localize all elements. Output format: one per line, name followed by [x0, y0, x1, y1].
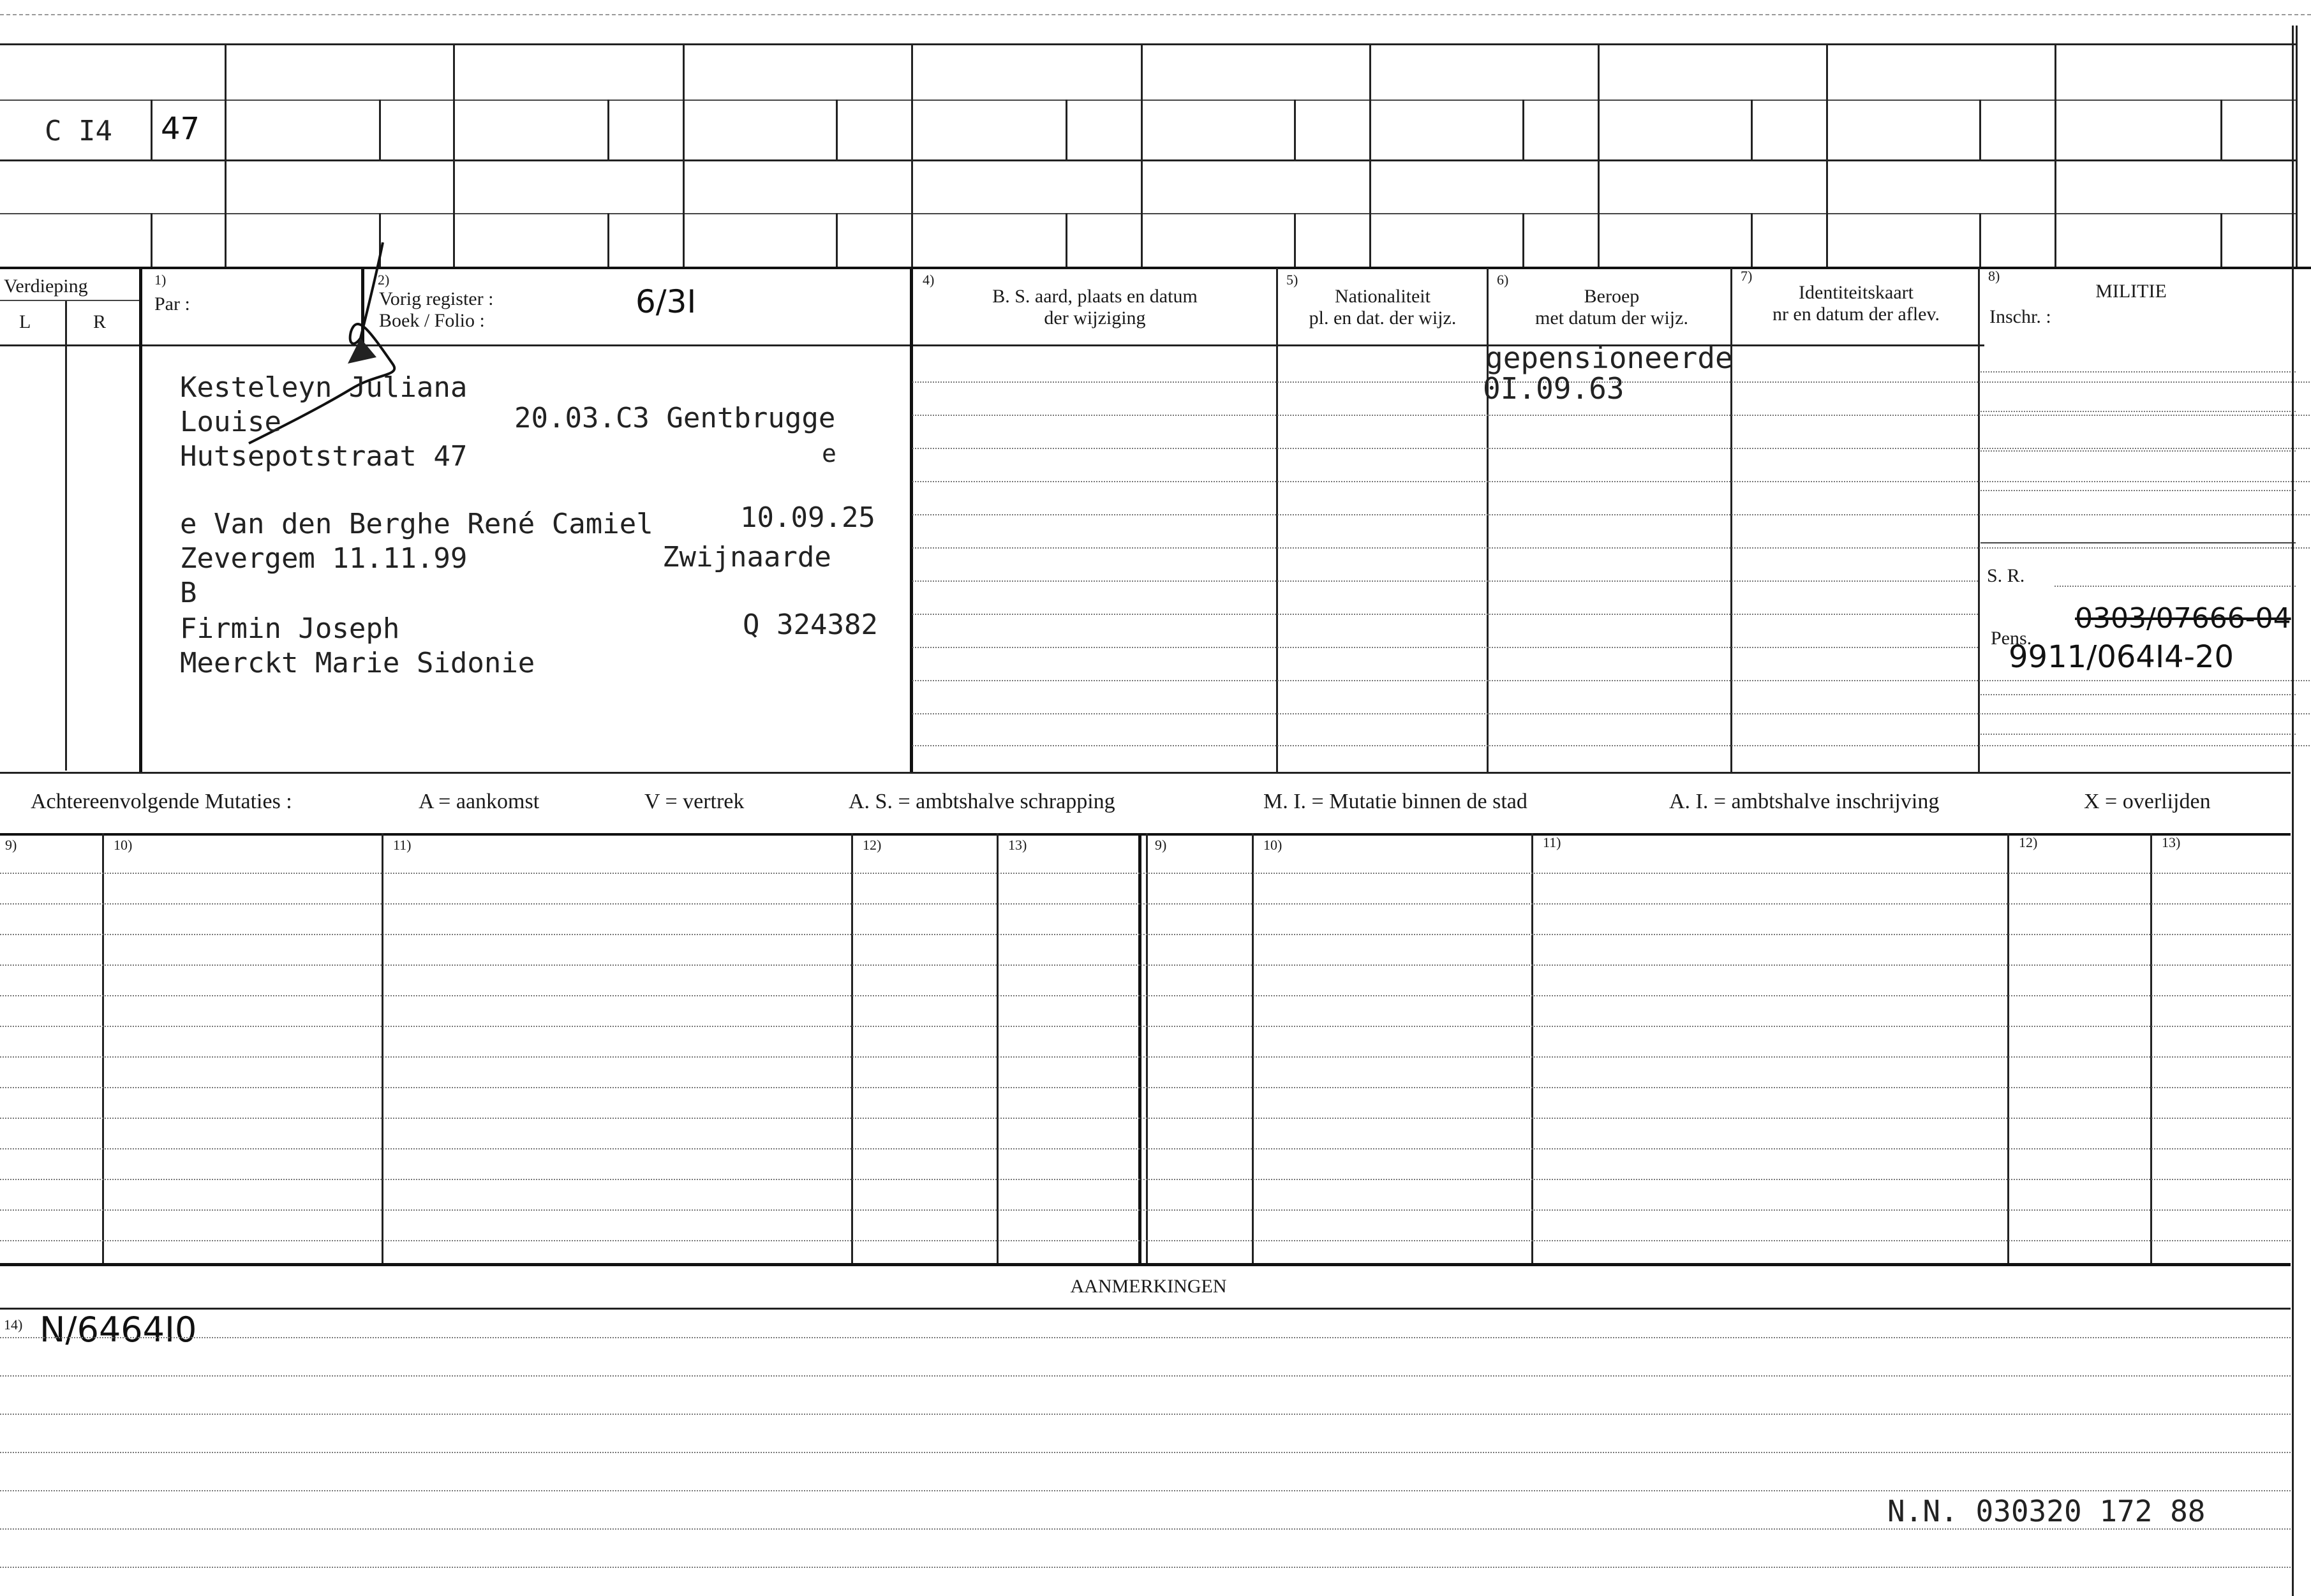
- mut-col-11-right: 11): [1543, 834, 1561, 850]
- field-number-5: 5): [1286, 272, 1298, 288]
- vorig-register-label: Vorig register :: [379, 288, 494, 309]
- person-second-name: Louise: [180, 406, 281, 438]
- legend-title: Achtereenvolgende Mutaties :: [31, 790, 292, 813]
- field-number-7: 7): [1741, 268, 1753, 284]
- remarks-title: AANMERKINGEN: [1070, 1276, 1227, 1297]
- spouse-name: e Van den Berghe René Camiel: [180, 508, 653, 540]
- grid-number: 47: [161, 111, 200, 147]
- inschr-label: Inschr. :: [1989, 306, 2051, 327]
- pens-label: Pens.: [1991, 628, 2032, 649]
- spouse-place: Zwijnaarde: [662, 541, 831, 573]
- person-birth: 20.03.C3 Gentbrugge: [514, 402, 836, 434]
- militie-label: MILITIE: [2095, 281, 2167, 302]
- spouse-birthplace: Zevergem 11.11.99: [180, 542, 468, 575]
- par-label: Par :: [154, 293, 190, 314]
- mut-col-10: 10): [114, 837, 133, 853]
- col-r-label: R: [93, 311, 107, 332]
- field-number-1: 1): [154, 272, 167, 288]
- field-number-6: 6): [1497, 272, 1509, 288]
- mut-col-11: 11): [393, 837, 412, 853]
- person-address-mark: e: [822, 440, 836, 468]
- nn-number: N.N. 030320 172 88: [1887, 1494, 2206, 1528]
- col-l-label: L: [19, 311, 31, 332]
- person-name: Kesteleyn Juliana: [180, 371, 468, 404]
- remarks-section: [0, 1266, 2311, 1596]
- person-block: [140, 344, 909, 772]
- beroep-date: 0I.09.63: [1483, 371, 1624, 406]
- boek-folio-label: Boek / Folio :: [379, 310, 485, 331]
- spouse-date: 10.09.25: [740, 501, 875, 534]
- mut-col-13-right: 13): [2162, 834, 2181, 850]
- person-code: Q 324382: [743, 609, 878, 641]
- legend-vertrek: V = vertrek: [644, 790, 745, 813]
- mut-col-9-right: 9): [1155, 837, 1167, 853]
- grid-code: C I4: [45, 115, 112, 147]
- person-address: Hutsepotstraat 47: [180, 440, 468, 473]
- sr-label: S. R.: [1987, 565, 2025, 586]
- mut-col-12-right: 12): [2019, 834, 2038, 850]
- beroep-value: gepensioneerde: [1485, 341, 1733, 375]
- legend-mutatie: M. I. = Mutatie binnen de stad: [1263, 790, 1527, 813]
- verdieping-label: Verdieping: [4, 276, 88, 297]
- mut-col-10-right: 10): [1263, 837, 1282, 853]
- pens-struck-value: 0303/07666-04: [2075, 605, 2291, 633]
- nationaliteit-label-2: pl. en dat. der wijz.: [1309, 307, 1457, 329]
- pens-value: 9911/064I4-20: [2009, 639, 2234, 675]
- identiteitskaart-label-2: nr en datum der aflev.: [1772, 304, 1940, 325]
- legend-overlijden: X = overlijden: [2084, 790, 2211, 813]
- legend-inschrijving: A. I. = ambtshalve inschrijving: [1669, 790, 1940, 813]
- bs-label-2: der wijziging: [1044, 307, 1146, 329]
- person-code-b: B: [180, 577, 197, 609]
- field-number-8: 8): [1988, 268, 2000, 284]
- boek-folio-value: 6/3I: [635, 283, 697, 320]
- militie-entry: [1980, 344, 2311, 772]
- remarks-value: N/6464I0: [40, 1310, 197, 1350]
- mutations-table: [0, 833, 2311, 1264]
- mother-name: Meerckt Marie Sidonie: [180, 647, 535, 679]
- nationaliteit-label-1: Nationaliteit: [1335, 286, 1430, 307]
- father-name: Firmin Joseph: [180, 612, 400, 645]
- field-number-14: 14): [4, 1317, 23, 1333]
- field-number-2: 2): [378, 272, 390, 288]
- legend-schrapping: A. S. = ambtshalve schrapping: [849, 790, 1115, 813]
- bs-label-1: B. S. aard, plaats en datum: [992, 286, 1198, 307]
- mutations-legend: [0, 772, 2311, 833]
- mut-col-12: 12): [863, 837, 882, 853]
- beroep-label-2: met datum der wijz.: [1535, 307, 1688, 329]
- legend-aankomst: A = aankomst: [419, 790, 540, 813]
- field-number-4: 4): [923, 272, 935, 288]
- identiteitskaart-label-1: Identiteitskaart: [1799, 282, 1913, 303]
- beroep-label-1: Beroep: [1584, 286, 1640, 307]
- mut-col-9: 9): [5, 837, 17, 853]
- mut-col-13: 13): [1008, 837, 1027, 853]
